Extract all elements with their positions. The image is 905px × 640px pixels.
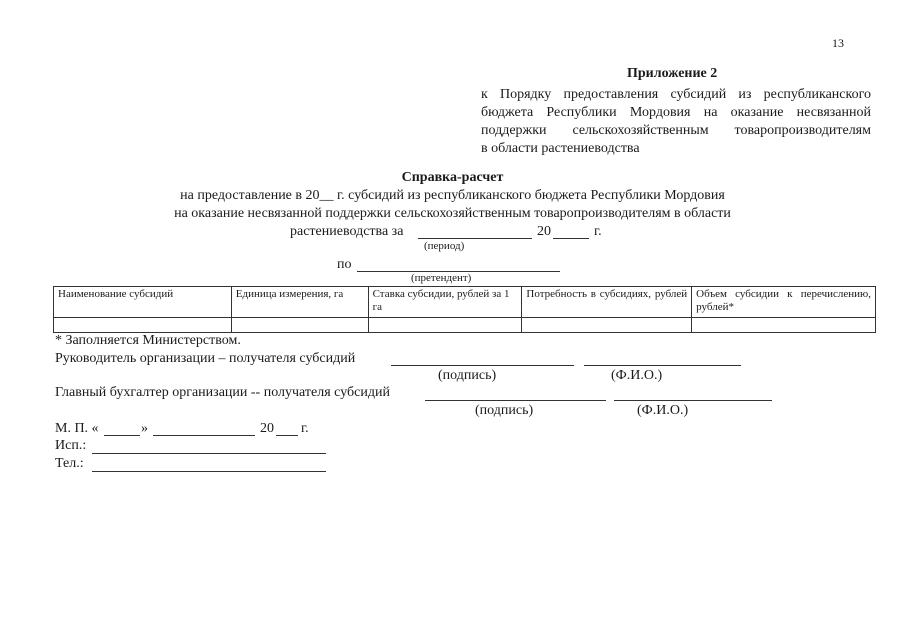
period-suffix: г. — [594, 224, 602, 239]
accountant-signature-blank[interactable] — [425, 400, 606, 401]
table-cell[interactable] — [522, 318, 692, 333]
stamp-year-blank[interactable] — [276, 435, 298, 436]
table-cell[interactable] — [54, 318, 232, 333]
stamp-month-blank[interactable] — [153, 435, 255, 436]
accountant-label: Главный бухгалтер организации -- получателя субсидий — [55, 385, 390, 400]
table-row — [54, 318, 876, 333]
period-blank[interactable] — [418, 238, 532, 239]
period-prefix: растениеводства за — [290, 224, 404, 239]
appendix-line: поддержки сельскохозяйственным товаропроизводителям — [481, 123, 871, 138]
table-header-cell: Наименование субсидий — [54, 287, 232, 318]
stamp-prefix: М. П. « — [55, 421, 99, 436]
head-name-blank[interactable] — [584, 365, 741, 366]
document-subtitle-line: на оказание несвязанной поддержки сельскохозяйственным товаропроизводителям в области — [174, 206, 731, 221]
applicant-caption: (претендент) — [411, 272, 472, 284]
appendix-line: к Порядку предоставления субсидий из республиканского — [481, 87, 871, 102]
head-name-caption: (Ф.И.О.) — [611, 368, 663, 383]
appendix-line: бюджета Республики Мордовия на оказание несвязанной — [481, 105, 871, 120]
stamp-suffix: г. — [301, 421, 309, 436]
head-signature-blank[interactable] — [391, 365, 574, 366]
accountant-name-blank[interactable] — [614, 400, 772, 401]
applicant-label: по — [337, 257, 352, 272]
table-header-cell: Объем субсидии к перечислению, рублей* — [692, 287, 876, 318]
table-cell[interactable] — [692, 318, 876, 333]
subsidy-table — [53, 286, 876, 333]
phone-label: Тел.: — [55, 456, 84, 471]
period-caption: (период) — [424, 240, 465, 252]
stamp-day-blank[interactable] — [104, 435, 140, 436]
page-number: 13 — [832, 36, 844, 50]
head-signature-caption: (подпись) — [438, 368, 497, 383]
table-header-cell: Ставка субсидии, рублей за 1 га — [368, 287, 522, 318]
table-cell[interactable] — [231, 318, 368, 333]
document-title: Справка-расчет — [401, 170, 504, 185]
accountant-name-caption: (Ф.И.О.) — [637, 403, 689, 418]
appendix-title: Приложение 2 — [627, 66, 718, 81]
table-header-cell: Потребность в субсидиях, рублей — [522, 287, 692, 318]
phone-blank[interactable] — [92, 471, 326, 472]
accountant-signature-caption: (подпись) — [475, 403, 534, 418]
period-year-prefix: 20 — [537, 224, 551, 239]
appendix-line: в области растениеводства — [481, 141, 640, 156]
period-year-blank[interactable] — [553, 238, 589, 239]
footnote: * Заполняется Министерством. — [55, 333, 241, 348]
executor-label: Исп.: — [55, 438, 87, 453]
stamp-quote: » — [141, 421, 148, 436]
table-cell[interactable] — [368, 318, 522, 333]
executor-blank[interactable] — [92, 453, 326, 454]
document-subtitle-line: на предоставление в 20__ г. субсидий из республиканского бюджета Республики Мордовия — [180, 188, 725, 203]
table-header-cell: Единица измерения, га — [231, 287, 368, 318]
table-header-row — [54, 287, 876, 318]
stamp-year-prefix: 20 — [260, 421, 274, 436]
head-label: Руководитель организации – получателя субсидий — [55, 351, 356, 366]
